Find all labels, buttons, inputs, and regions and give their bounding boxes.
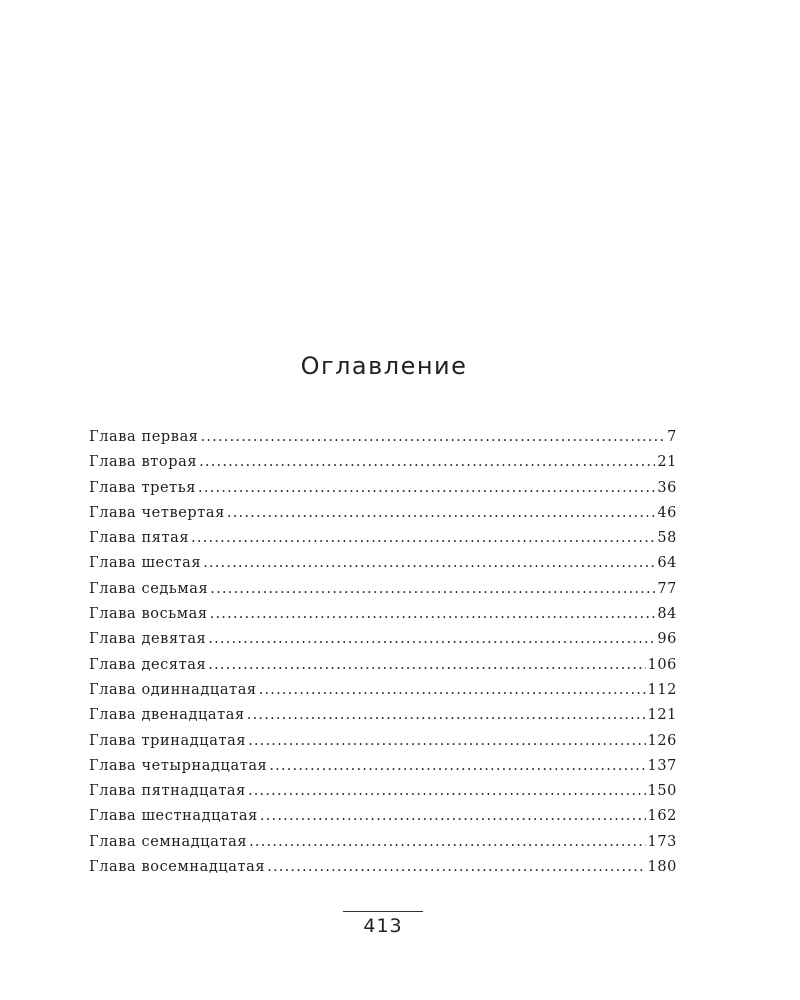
toc-entry-label: Глава третья bbox=[89, 479, 197, 496]
toc-entry[interactable] bbox=[89, 682, 677, 707]
toc-dot-leader bbox=[201, 429, 666, 445]
toc-entry-label: Глава восьмая bbox=[89, 606, 208, 623]
toc-entry[interactable] bbox=[89, 454, 677, 479]
toc-dot-leader bbox=[248, 783, 646, 799]
toc-entry-label: Глава четырнадцатая bbox=[89, 757, 268, 774]
toc-entry-label: Глава двенадцатая bbox=[89, 707, 245, 724]
toc-entry-label: Глава десятая bbox=[89, 656, 207, 673]
toc-entry-page: 112 bbox=[647, 681, 677, 698]
toc-entry-label: Глава четвертая bbox=[89, 504, 225, 521]
toc-entry-label: Глава тринадцатая bbox=[89, 732, 247, 749]
folio-rule bbox=[343, 911, 423, 912]
toc-entry-page: 137 bbox=[647, 757, 677, 774]
toc-dot-leader bbox=[210, 606, 656, 622]
toc-entry-page: 96 bbox=[657, 631, 677, 648]
toc-entry-page: 173 bbox=[647, 833, 677, 850]
toc-dot-leader bbox=[208, 631, 655, 647]
toc-dot-leader bbox=[248, 733, 645, 749]
toc-dot-leader bbox=[249, 834, 645, 850]
toc-entry[interactable] bbox=[89, 808, 677, 833]
toc-entry-label: Глава первая bbox=[89, 429, 199, 445]
toc-entry-page: 46 bbox=[657, 504, 677, 521]
toc-entry[interactable] bbox=[89, 733, 677, 758]
toc-entry-page: 7 bbox=[667, 429, 677, 445]
toc-entry-label: Глава одиннадцатая bbox=[89, 681, 257, 698]
toc-entry[interactable] bbox=[89, 555, 677, 580]
toc-dot-leader bbox=[191, 530, 655, 546]
toc-entry-page: 126 bbox=[647, 732, 677, 749]
toc-entry-label: Глава шестая bbox=[89, 555, 202, 572]
toc-title: Оглавление bbox=[300, 352, 468, 380]
toc-entry[interactable] bbox=[89, 530, 677, 555]
toc-dot-leader bbox=[267, 859, 645, 875]
toc-entry[interactable] bbox=[89, 606, 677, 631]
toc-entry-page: 162 bbox=[647, 808, 677, 825]
toc-entry[interactable] bbox=[89, 859, 677, 884]
toc-entry-label: Глава шестнадцатая bbox=[89, 808, 258, 825]
toc-dot-leader bbox=[198, 480, 655, 496]
toc-entry[interactable] bbox=[89, 834, 677, 859]
toc-entry-label: Глава восемнадцатая bbox=[89, 859, 266, 876]
toc-entry-label: Глава девятая bbox=[89, 631, 207, 648]
toc-entry-page: 58 bbox=[657, 530, 677, 547]
toc-entry-label: Глава семнадцатая bbox=[89, 833, 248, 850]
toc-dot-leader bbox=[269, 758, 645, 774]
toc-entry-page: 36 bbox=[657, 479, 677, 496]
toc-entry-label: Глава седьмая bbox=[89, 580, 209, 597]
page-number: 413 bbox=[363, 915, 403, 937]
toc-entry[interactable] bbox=[89, 783, 677, 808]
toc-entry-page: 77 bbox=[657, 580, 677, 597]
toc-entry[interactable] bbox=[89, 505, 677, 530]
toc-dot-leader bbox=[199, 454, 655, 470]
toc-entry[interactable] bbox=[89, 631, 677, 656]
toc-dot-leader bbox=[210, 581, 655, 597]
toc-dot-leader bbox=[247, 707, 646, 723]
toc-entry[interactable] bbox=[89, 657, 677, 682]
toc-entry-label: Глава вторая bbox=[89, 454, 198, 471]
toc-entry[interactable] bbox=[89, 707, 677, 732]
toc-dot-leader bbox=[259, 682, 646, 698]
toc-dot-leader bbox=[260, 808, 646, 824]
toc-entry-page: 21 bbox=[657, 454, 677, 471]
toc-entry-page: 106 bbox=[647, 656, 677, 673]
toc-entry-page: 64 bbox=[657, 555, 677, 572]
toc-entry[interactable] bbox=[89, 581, 677, 606]
toc-dot-leader bbox=[208, 657, 645, 673]
toc-entry[interactable] bbox=[89, 758, 677, 783]
toc-dot-leader bbox=[227, 505, 655, 521]
toc-entry-page: 150 bbox=[647, 783, 677, 800]
toc-entry-page: 84 bbox=[657, 606, 677, 623]
toc-entry[interactable] bbox=[89, 480, 677, 505]
toc-entry-label: Глава пятая bbox=[89, 530, 190, 547]
toc-entry[interactable] bbox=[89, 429, 677, 454]
toc-entry-page: 121 bbox=[647, 707, 677, 724]
toc-dot-leader bbox=[203, 555, 655, 571]
toc-list bbox=[89, 429, 677, 884]
toc-entry-label: Глава пятнадцатая bbox=[89, 783, 246, 800]
toc-entry-page: 180 bbox=[647, 859, 677, 876]
